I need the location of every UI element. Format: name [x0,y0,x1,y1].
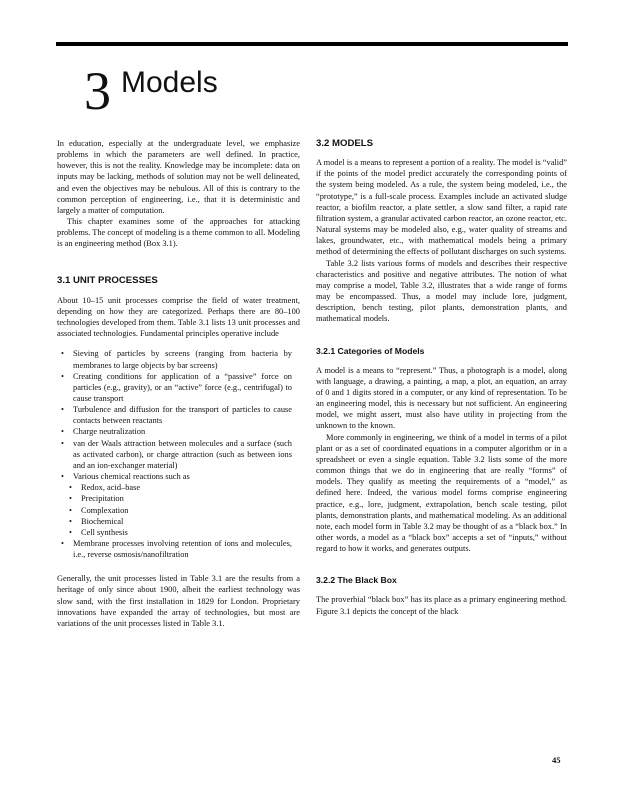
section-3-2-1-paragraph-2: More commonly in engineering, we think of a model in terms of a pilot plant or as a set of coordinated equations in a computer algorithm or in a spreadsheet or even a single equation. Table 3.2 lists some of the more common things that we do in engineering that are really “forms” of models. They qualify as meeting the requirements of a “model,” as defined here. Indeed, the various model forms comprise engineering practice, e.g., lore, judgment, extrapolation, bench scale testing, pilot plants, demonstration plants, and mathematical modeling. As an additional note, each model form in Table 3.2 may be thought of as a “black box.” In other words, a model as a “black box” accepts a set of “inputs,” without regard to how it works, and generates outputs. [316,432,567,554]
principles-list-end [57,538,300,560]
intro-paragraph-2: This chapter examines some of the approaches for attacking problems. The concept of modeling is a theme common to all. Modeling is an engineering method (Box 3.1). [57,217,300,249]
principles-list [57,348,300,482]
section-3-2-1-heading: 3.2.1 Categories of Models [316,345,425,356]
list-item: • Precipitation [57,493,300,504]
right-column [316,138,567,617]
reactions-sublist [57,482,300,538]
section-3-1-heading: 3.1 UNIT PROCESSES [57,274,158,286]
section-3-1-paragraph-2: Generally, the unit processes listed in Table 3.1 are the results from a heritage of only since about 1900, albeit the earliest technology was slow sand, with the first installation in 1829 for London. Proprietary innovations have expanded the array of technologies, but most are variations of the unit processes listed in Table 3.1. [57,574,300,628]
list-item: • Complexation [57,505,300,516]
list-item: • Turbulence and diffusion for the transport of particles to cause contacts between reactants [57,404,300,426]
left-column [57,138,300,629]
section-3-2-paragraph-1: A model is a means to represent a portion of a reality. The model is “valid” if the points of the model predict accurately the corresponding points of the system being modeled. As a rule, the system being modeled, i.e., the “prototype,” is a full-scale process. Examples include an activated sludge reactor, a biofilm reactor, a plate settler, a slow sand filter, a rapid rate filtration system, a granular activated carbon reactor, an ozone reactor, etc. Natural systems may be modeled also, e.g., water quality of streams and lakes, groundwater, etc., with mathematical models being a primary method of determining the effects of pollutant discharges on such systems. [316,158,567,257]
top-rule [56,42,568,46]
list-item: • Creating conditions for application of a “passive” force on particles (e.g., gravity), or an “active” force (e.g., centrifugal) to cause transport [57,371,300,404]
section-3-2-1-paragraph-1: A model is a means to “represent.” Thus, a photograph is a model, along with language, a drawing, a painting, a map, a plot, an equation, an array of 0 and 1 digits stored in a computer, or any kind of representation. To be an engineering model, this is necessary but not sufficient. An engineering model, we might assert, must also have utility in projecting from the unknown to the known. [316,365,567,431]
section-3-2-paragraph-2: Table 3.2 lists various forms of models and describes their respective characteristics and positive and negative attributes. The notion of what may comprise a model, Table 3.2, illustrates that a wide range of forms may be encompassed. Thus, a model may include lore, judgment, description, bench testing, pilot plants, demonstration plants, and mathematical models. [316,258,567,324]
chapter-title: Models [121,66,218,99]
list-item: • Sieving of particles by screens (ranging from bacteria by membranes to large objects by bar screens) [57,348,300,370]
intro-paragraph-1: In education, especially at the undergraduate level, we emphasize problems in which the parameters are well defined. In practice, however, this is not the reality. Knowledge may be incomplete: data on inputs may be lacking, methods of solution may not be well delineated, and even the objectives may be nebulous. All of this is contrary to the common perception of engineering, i.e., that it is deterministic and largely a matter of computation. [57,139,300,215]
list-item: • Various chemical reactions such as [57,471,300,482]
list-item: • Membrane processes involving retention of ions and molecules, i.e., reverse osmosis/nanofiltration [57,538,300,560]
section-3-1-paragraph-1: About 10–15 unit processes comprise the field of water treatment, depending on how they are categorized. Perhaps there are 80–100 technologies developed from them. Table 3.1 lists 13 unit processes and associated technologies. Fundamental principles operative include [57,295,300,339]
section-3-2-2-heading: 3.2.2 The Black Box [316,575,397,586]
list-item: • van der Waals attraction between molecules and a surface (such as activated carbon), or charge attraction (such as between ions and an ion-exchanger material) [57,438,300,471]
chapter-heading [84,61,218,121]
list-item: • Redox, acid–base [57,482,300,493]
list-item: • Biochemical [57,516,300,527]
list-item: • Cell synthesis [57,527,300,538]
list-item: • Charge neutralization [57,426,300,437]
section-3-2-heading: 3.2 MODELS [316,138,374,149]
chapter-number: 3 [84,61,111,121]
section-3-2-2-paragraph-1: The proverbial “black box” has its place as a primary engineering method. Figure 3.1 depicts the concept of the black [316,595,567,616]
page-number: 45 [552,755,561,765]
